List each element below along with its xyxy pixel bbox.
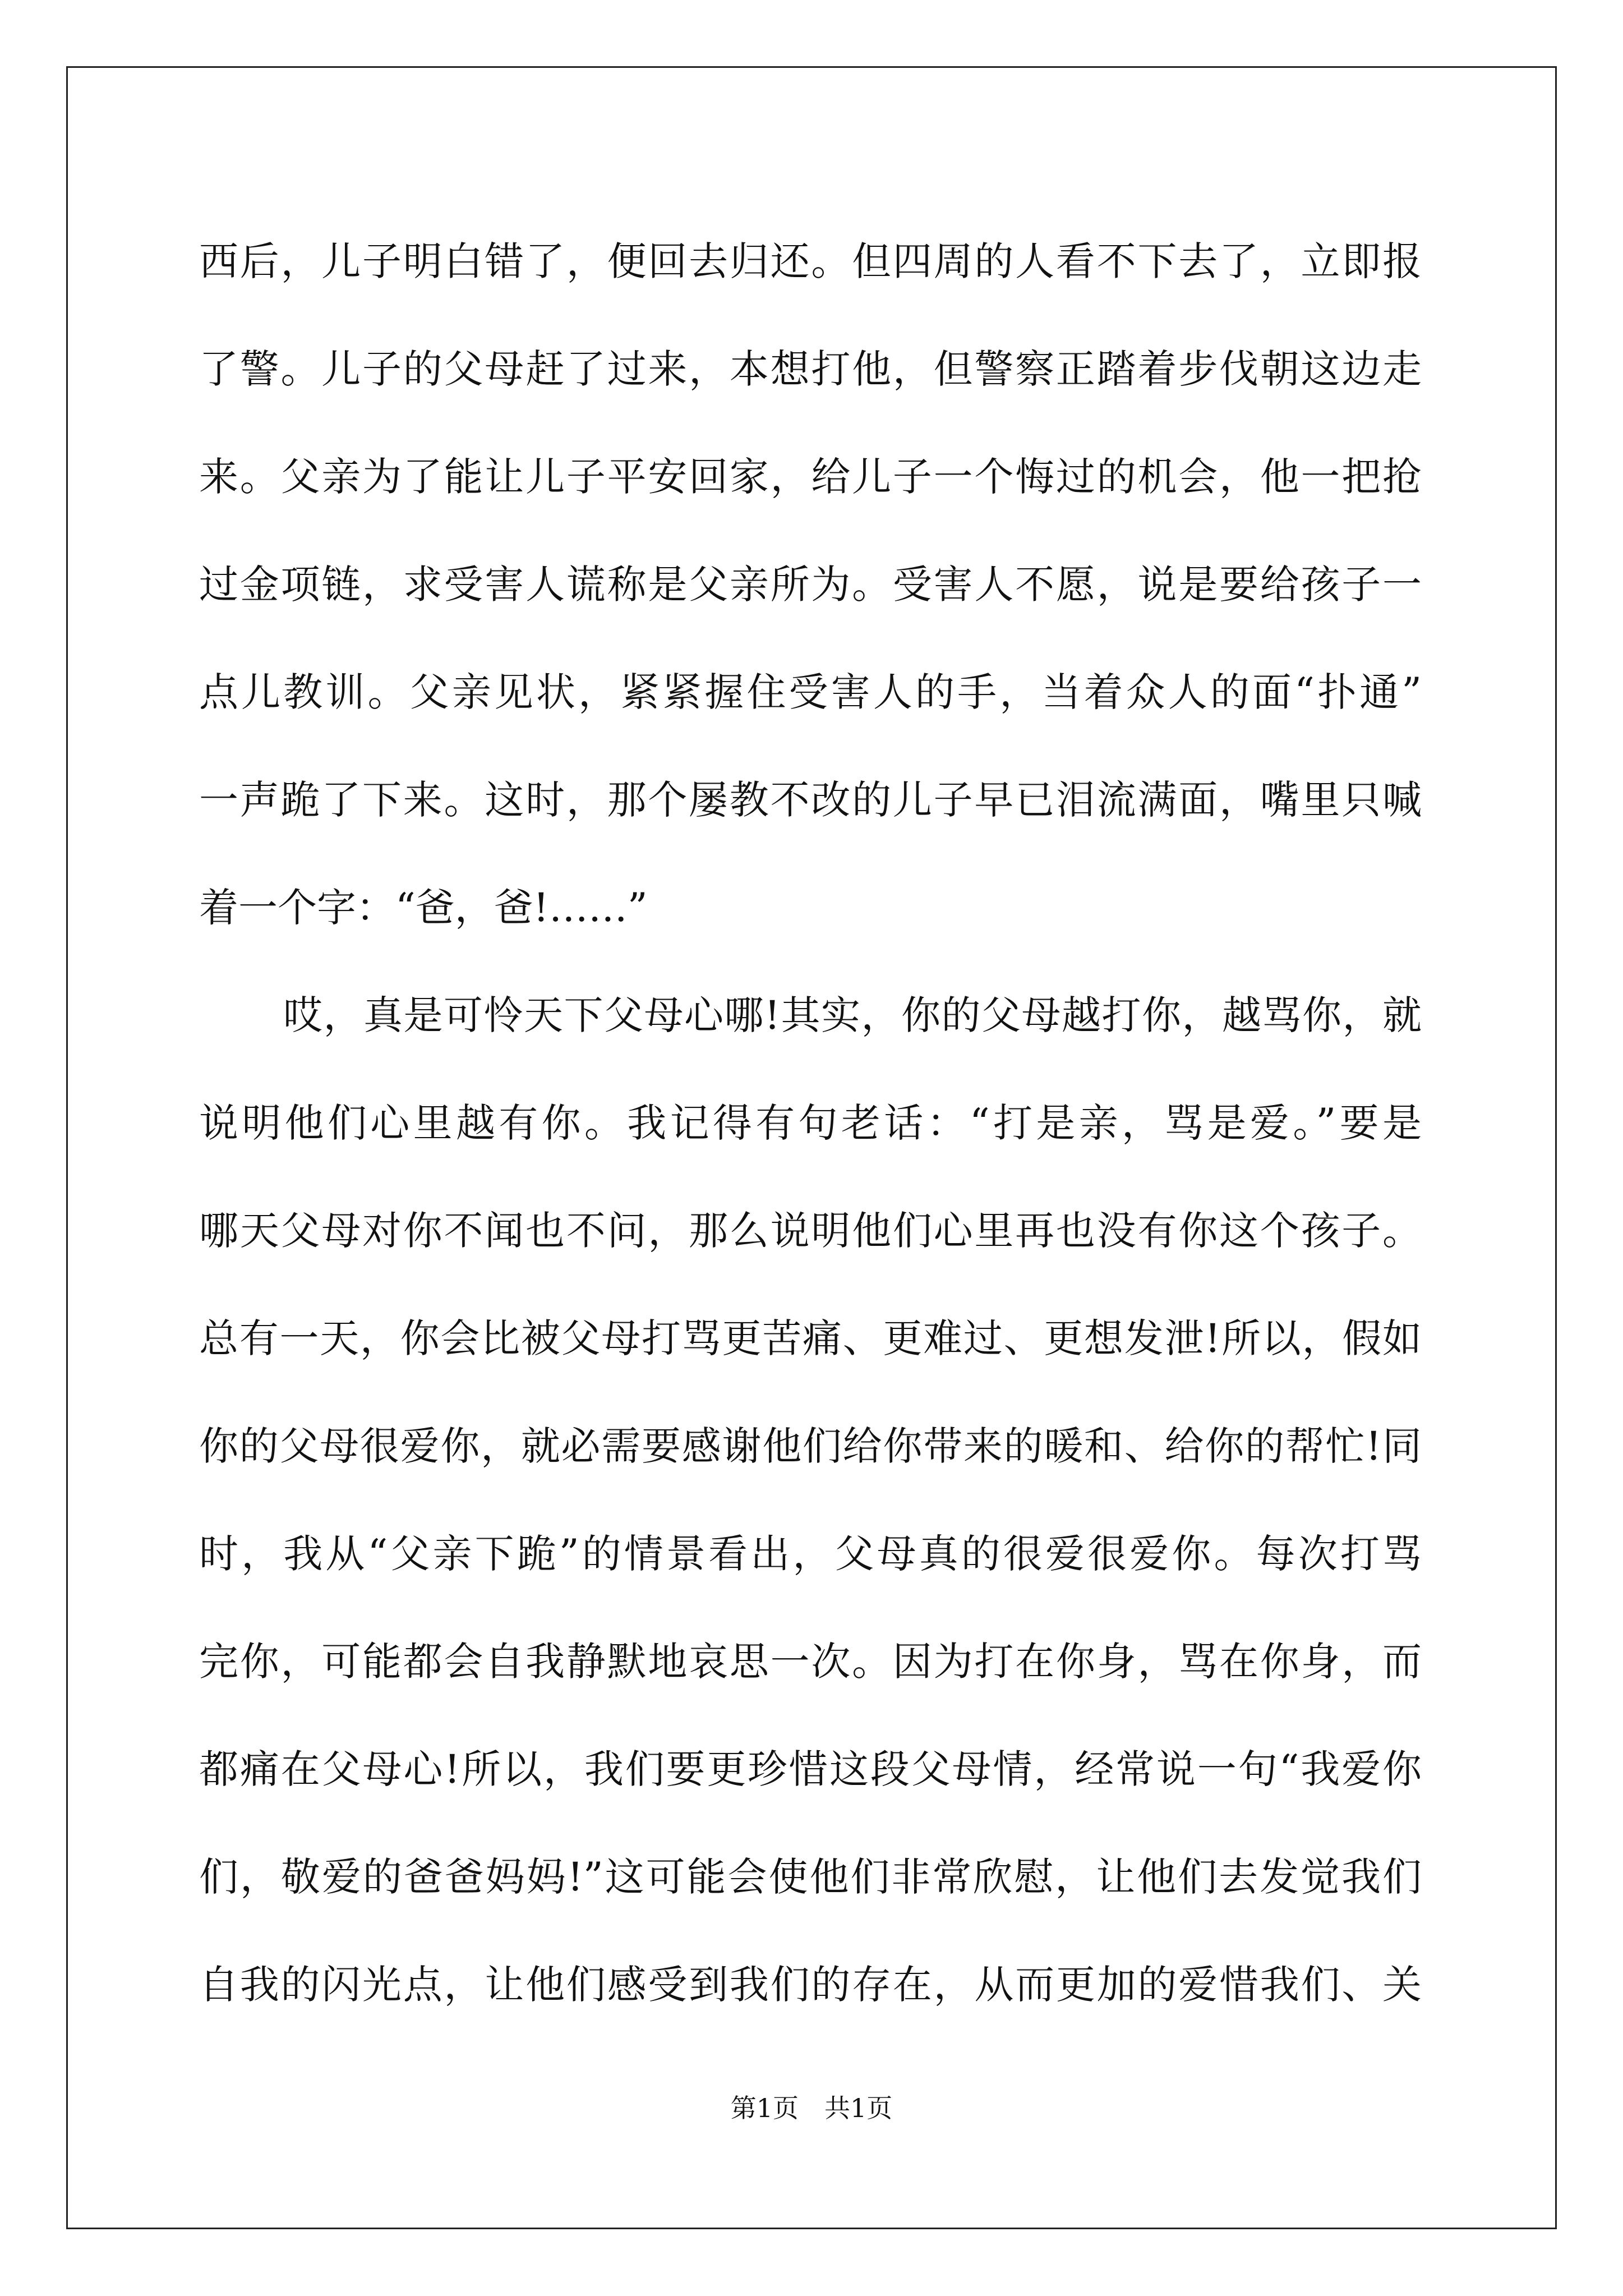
text-line: 来。父亲为了能让儿子平安回家，给儿子一个悔过的机会，他一把抢 — [199, 454, 1422, 500]
text-line: 哪天父母对你不闻也不问，那么说明他们心里再也没有你这个孩子。 — [199, 1208, 1422, 1254]
text-line: 过金项链，求受害人谎称是父亲所为。受害人不愿，说是要给孩子一 — [199, 562, 1422, 608]
text-line: 一声跪了下来。这时，那个屡教不改的儿子早已泪流满面，嘴里只喊 — [199, 777, 1422, 823]
text-line: 都痛在父母心!所以，我们要更珍惜这段父母情，经常说一句“我爱你 — [199, 1746, 1422, 1792]
text-line: 总有一天，你会比被父母打骂更苦痛、更难过、更想发泄!所以，假如 — [199, 1315, 1422, 1361]
text-line: 着一个字：“爸，爸!……” — [199, 885, 648, 931]
document-body — [199, 208, 1422, 2039]
text-line: 点儿教训。父亲见状，紧紧握住受害人的手，当着众人的面“扑通” — [199, 669, 1422, 715]
page-number-footer: 第1页 共1页 — [730, 2093, 893, 2123]
text-line: 时，我从“父亲下跪”的情景看出，父母真的很爱很爱你。每次打骂 — [199, 1531, 1422, 1577]
text-line: 们，敬爱的爸爸妈妈!”这可能会使他们非常欣慰，让他们去发觉我们 — [199, 1854, 1422, 1900]
text-line: 说明他们心里越有你。我记得有句老话：“打是亲，骂是爱。”要是 — [199, 1100, 1422, 1146]
text-line: 西后，儿子明白错了，便回去归还。但四周的人看不下去了，立即报 — [199, 238, 1422, 284]
text-line: 你的父母很爱你，就必需要感谢他们给你带来的暖和、给你的帮忙!同 — [199, 1423, 1422, 1469]
text-line: 完你，可能都会自我静默地哀思一次。因为打在你身，骂在你身，而 — [199, 1639, 1422, 1685]
text-line: 了警。儿子的父母赶了过来，本想打他，但警察正踏着步伐朝这边走 — [199, 346, 1422, 392]
text-line: 自我的闪光点，让他们感受到我们的存在，从而更加的爱惜我们、关 — [199, 1962, 1422, 2008]
paragraph-first-line: 哎，真是可怜天下父母心哪!其实，你的父母越打你，越骂你，就 — [283, 992, 1422, 1038]
